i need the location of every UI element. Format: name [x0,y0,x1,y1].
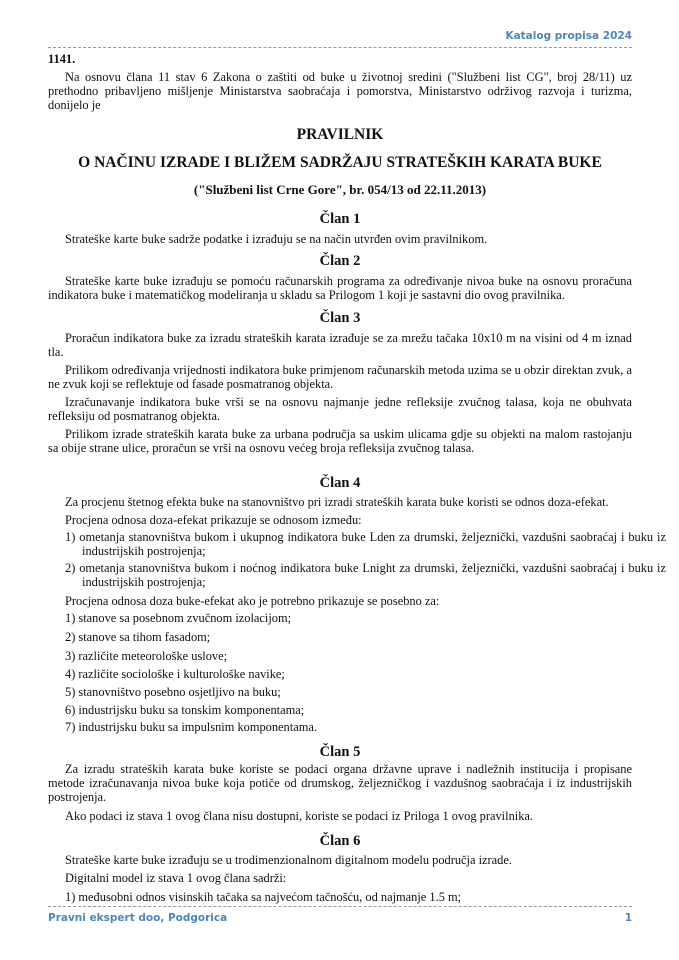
article-4-p1: Za procjenu štetnog efekta buke na stanovništvo pri izradi strateških karata buke koristi se odnos doza-efekat. [65,495,609,509]
doc-title: PRAVILNIK [296,126,384,143]
header-catalog: Katalog propisa 2024 [505,30,632,42]
article-1-p1: Strateške karte buke sadrže podatke i izrađuju se na način utvrđen ovim pravilnikom. [65,232,488,246]
article-2-p1: Strateške karte buke izrađuju se pomoću računarskih programa za određivanje nivoa buke na osnovu proračuna indikatora buke i matematičkog modeliranja u skladu sa Prilogom 1 koji je sastavni dio ovog pravilnika. [48,274,632,302]
doc-subtitle: O NAČINU IZRADE I BLIŽEM SADRŽAJU STRATEŠKIH KARATA BUKE [78,154,602,171]
gazette-reference: ("Službeni list Crne Gore", br. 054/13 od 22.11.2013) [193,182,487,197]
list-item: 1) stanove sa posebnom zvučnom izolacijom; [65,611,292,625]
list-item: 6) industrijsku buku sa tonskim komponentama; [65,703,305,717]
footer-rule [48,906,632,907]
article-5-heading: Član 5 [319,744,361,760]
doc-number: 1141. [48,52,76,66]
list-item: 4) različite sociološke i kulturološke navike; [65,667,285,681]
article-3-p2: Prilikom određivanja vrijednosti indikatora buke primjenom računarskih metoda uzima se u obzir direktan zvuk, a ne zvuk koji se reflektuje od fasade posmatranog objekta. [48,363,632,391]
article-2-heading: Član 2 [319,253,361,269]
preamble: Na osnovu člana 11 stav 6 Zakona o zaštiti od buke u životnoj sredini ("Službeni list CG", broj 28/11) uz prethodno pribavljeno mišljenje Ministarstva saobraćaja i pomorstva, Ministarstvo održivog razvoja i turizma, donijelo je [48,70,632,112]
header-rule [48,47,632,48]
article-4-heading: Član 4 [319,475,361,491]
list-item: 2) ometanja stanovništva bukom i noćnog indikatora buke Lnight za drumski, željeznički, vazdušni saobraćaj i buku iz industrijskih postrojenja; [65,561,666,589]
page-number: 1 [624,912,632,924]
article-6-p2: Digitalni model iz stava 1 ovog člana sadrži: [65,871,287,885]
list-item: 7) industrijsku buku sa impulsnim komponentama. [65,720,317,734]
list-item: 5) stanovništvo posebno osjetljivo na buku; [65,685,281,699]
list-item: 1) međusobni odnos visinskih tačaka sa najvećom tačnošću, od najmanje 1.5 m; [65,890,462,904]
article-4-p3: Procjena odnosa doza buke-efekat ako je potrebno prikazuje se posebno za: [65,594,440,608]
article-3-p1: Proračun indikatora buke za izradu strateških karata izrađuje se za mrežu tačaka 10x10 m na visini od 4 m iznad tla. [48,331,632,359]
footer [48,912,632,924]
article-3-p4: Prilikom izrade strateških karata buke za urbana područja sa uskim ulicama gdje su objekti na malom rastojanju sa obije strane ulice, proračun se vrši na osnovu većeg broja refleksija zvučnog talasa. [48,427,632,455]
list-item: 1) ometanja stanovništva bukom i ukupnog indikatora buke Lden za drumski, željeznički, vazdušni saobraćaj i buku iz industrijskih postrojenja; [65,530,666,558]
list-item: 3) različite meteorološke uslove; [65,649,228,663]
article-3-p3: Izračunavanje indikatora buke vrši se na osnovu najmanje jedne refleksije zvučnog talasa, koja ne obuhvata refleksiju od posmatranog objekta. [48,395,632,423]
article-3-heading: Član 3 [319,310,361,326]
article-5-p1: Za izradu strateških karata buke koriste se podaci organa državne uprave i nadležnih institucija i propisane metode izračunavanja nivoa buke koja potiče od drumskog, željezničkog i vazdušnog saobraćaja i iz industrijskih postrojenja. [48,762,632,804]
article-4-p2: Procjena odnosa doza-efekat prikazuje se odnosom između: [65,513,362,527]
article-1-heading: Član 1 [319,211,361,227]
article-6-heading: Član 6 [319,833,361,849]
article-5-p2: Ako podaci iz stava 1 ovog člana nisu dostupni, koriste se podaci iz Priloga 1 ovog pravilnika. [65,809,533,823]
list-item: 2) stanove sa tihom fasadom; [65,630,211,644]
footer-publisher: Pravni ekspert doo, Podgorica [48,912,228,924]
article-6-p1: Strateške karte buke izrađuju se u trodimenzionalnom digitalnom modelu područja izrade. [65,853,512,867]
